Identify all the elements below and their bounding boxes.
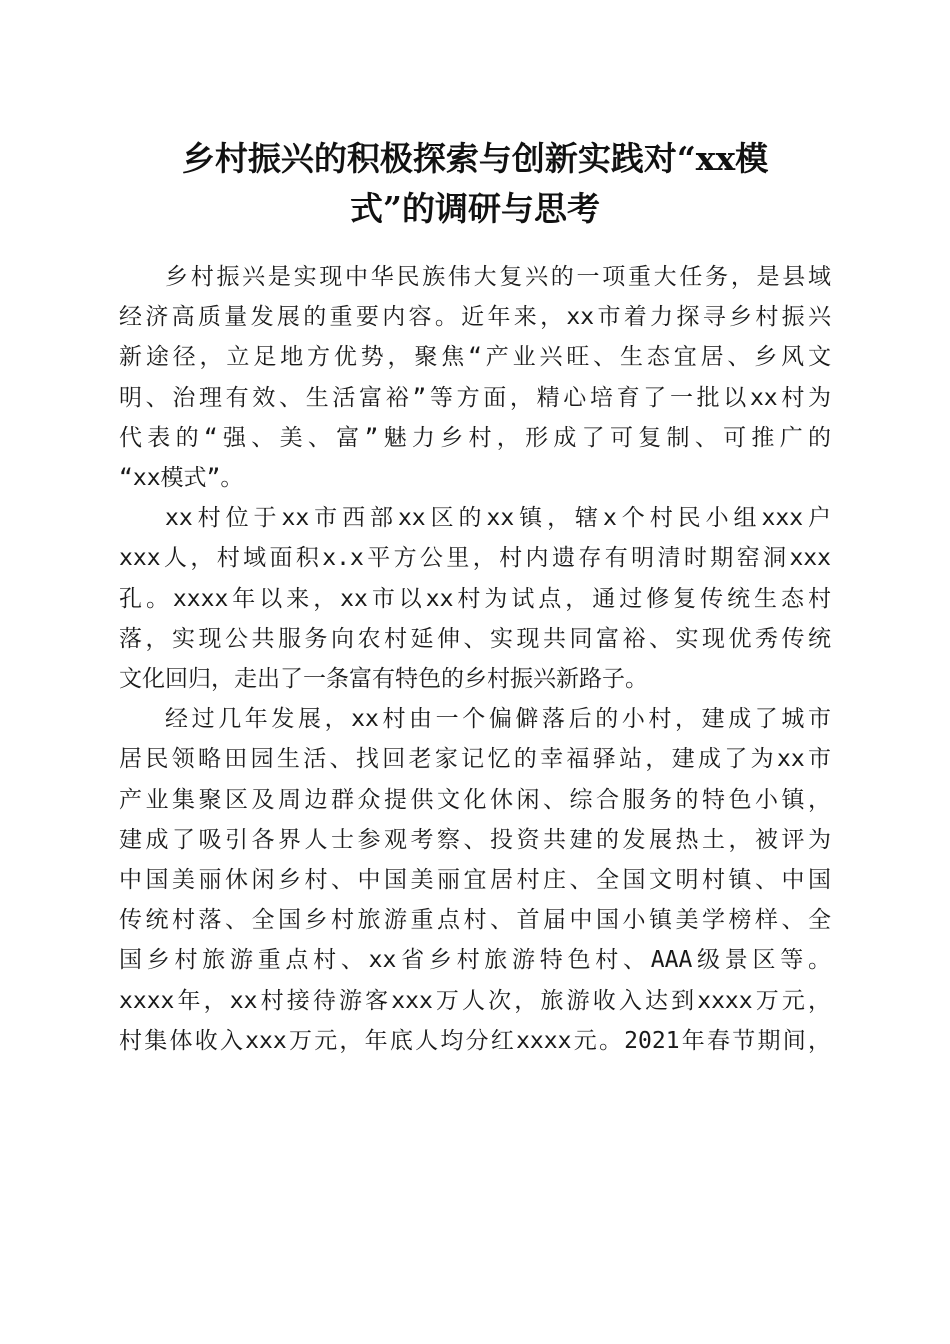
text-line: 乡村振兴是实现中华民族伟大复兴的一项重大任务，是县域	[165, 264, 831, 290]
text-line: 经济高质量发展的重要内容。近年来，xx市着力探寻乡村振兴	[119, 304, 831, 331]
text-line: 新途径，立足地方优势，聚焦“产业兴旺、生态宜居、乡风文	[119, 344, 831, 371]
text-line: 传统村落、全国乡村旅游重点村、首届中国小镇美学榜样、全	[119, 907, 831, 934]
title-line: 乡村振兴的积极探索与创新实践对“xx模	[181, 139, 769, 178]
document-body	[119, 257, 831, 1061]
text-line: xxx人，村域面积x.x平方公里，村内遗存有明清时期窑洞xxx	[119, 545, 831, 572]
text-line: 经过几年发展，xx村由一个偏僻落后的小村，建成了城市	[165, 706, 831, 733]
text-line: xxxx年，xx村接待游客xxx万人次，旅游收入达到xxxx万元，	[119, 987, 831, 1014]
text-line: “xx模式”。	[119, 465, 244, 492]
title-line: 式”的调研与思考	[350, 189, 600, 228]
text-line: 明、治理有效、生活富裕”等方面，精心培育了一批以xx村为	[119, 384, 831, 411]
paragraph	[119, 699, 831, 1061]
paragraph	[119, 498, 831, 699]
text-line: 国乡村旅游重点村、xx省乡村旅游特色村、AAA级景区等。	[119, 947, 831, 974]
text-line: 中国美丽休闲乡村、中国美丽宜居村庄、全国文明村镇、中国	[119, 867, 831, 894]
text-line: 居民领略田园生活、找回老家记忆的幸福驿站，建成了为xx市	[119, 746, 831, 773]
text-line: 建成了吸引各界人士参观考察、投资共建的发展热土，被评为	[119, 826, 831, 853]
text-line: 文化回归，走出了一条富有特色的乡村振兴新路子。	[119, 666, 648, 693]
text-line: 村集体收入xxx万元，年底人均分红xxxx元。2021年春节期间，	[119, 1027, 831, 1054]
text-line: 代表的“强、美、富”魅力乡村，形成了可复制、可推广的	[119, 424, 831, 451]
document-title	[120, 134, 830, 234]
text-line: 孔。xxxx年以来，xx市以xx村为试点，通过修复传统生态村	[119, 585, 831, 612]
text-line: 落，实现公共服务向农村延伸、实现共同富裕、实现优秀传统	[119, 625, 831, 652]
text-line: xx村位于xx市西部xx区的xx镇，辖x个村民小组xxx户	[165, 505, 831, 532]
text-line: 产业集聚区及周边群众提供文化休闲、综合服务的特色小镇，	[119, 786, 831, 813]
paragraph	[119, 257, 831, 498]
